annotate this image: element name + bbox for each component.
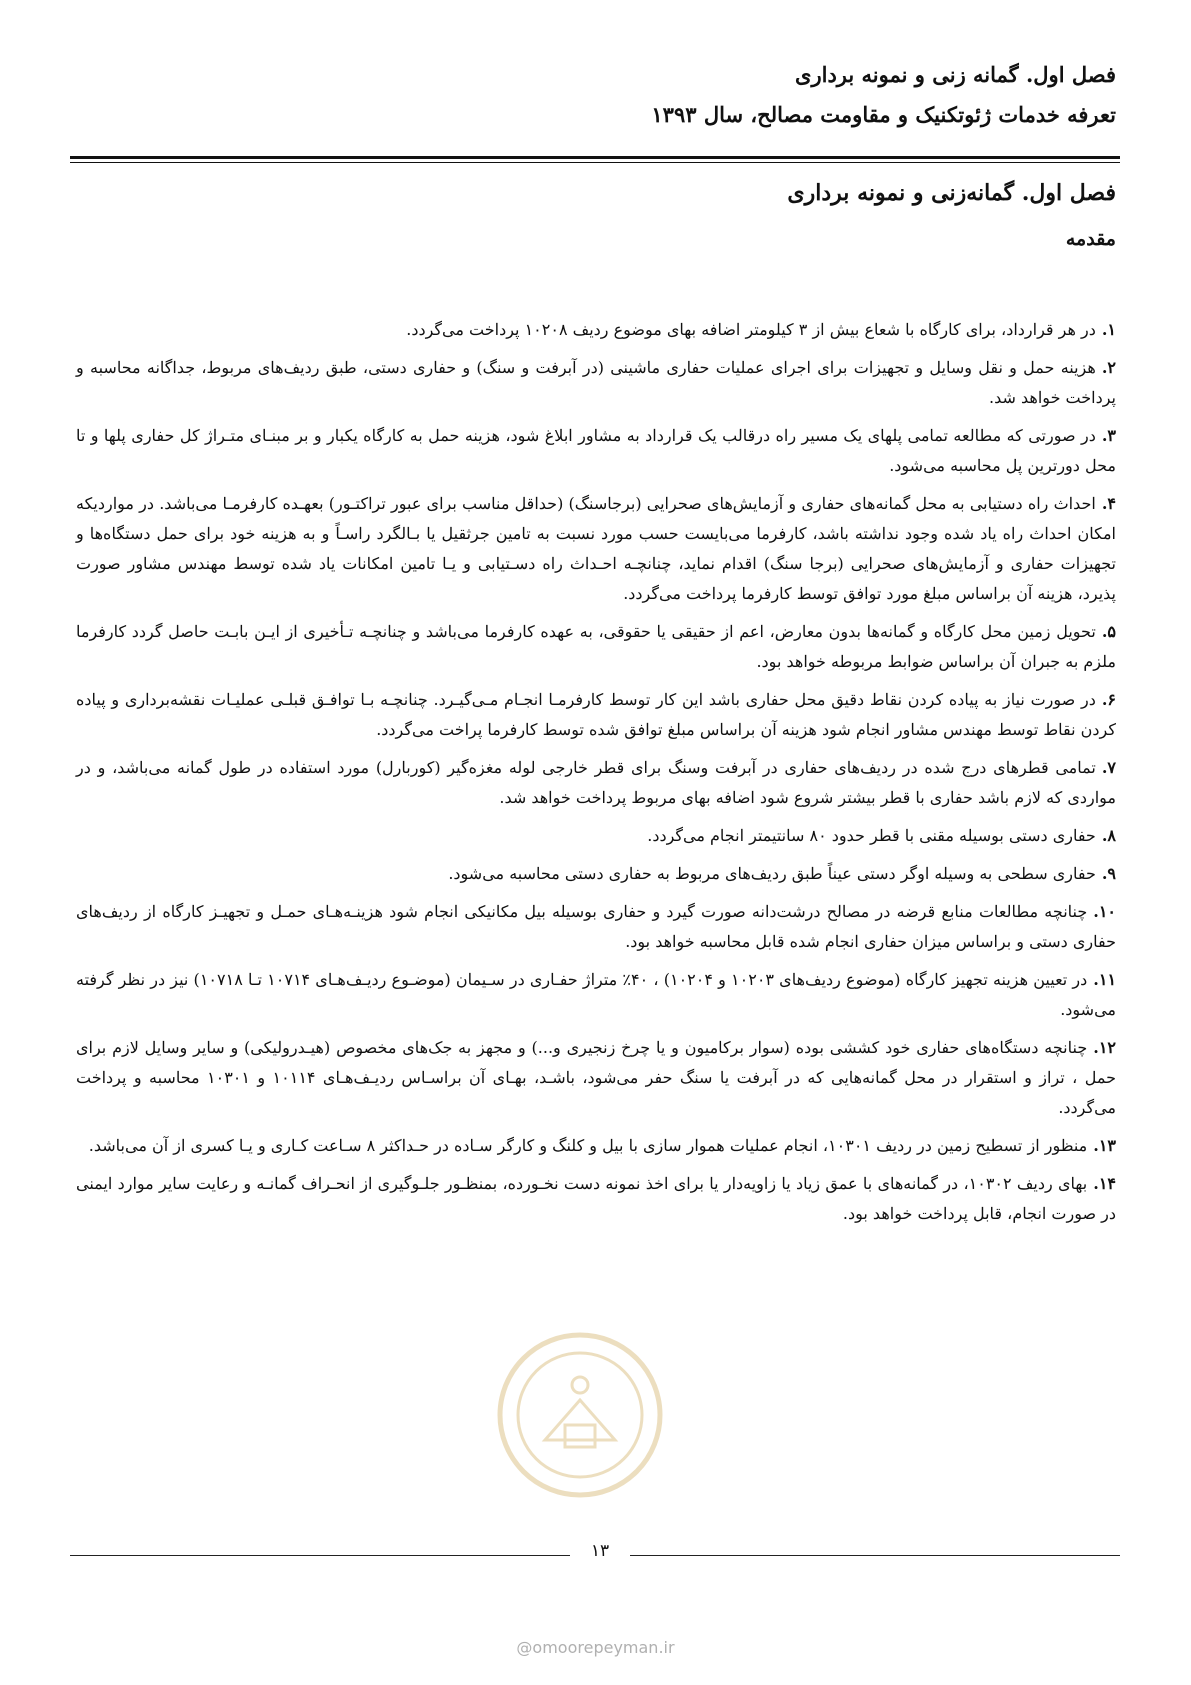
paragraph-number: ۳. xyxy=(1101,426,1116,445)
paragraph-text: احداث راه دستیابی به محل گمانه‌های حفاری و آزمایش‌های صحرایی (برجاسنگ) (حداقل مناسب برای عبور تراکتـور) بعهـده کارفرمـا می‌باشد. در مواردیکه امکان احداث راه یاد شده وجود نداشته باشد، کارفرما می‌بایست حسب مورد نسبت به تامین جرثقیل یا بـالگرد راسـاً و به هزینه خود برای حمل دستگاه‌ها و تجهیزات حفاری و آزمایش‌های صحرایی (برجا سنگ) اقدام نماید، چنانچـه احـداث راه دسـتیابی و یـا تامین امکانات یاد شده توسط مهندس مشاور صورت پذیرد، هزینه آن براساس مبلغ مورد توافق توسط کارفرما پرداخت می‌گردد. xyxy=(76,494,1116,603)
paragraph-number: ۱. xyxy=(1101,320,1116,339)
paragraph-number: ۴. xyxy=(1101,494,1116,513)
header-chapter-title: فصل اول. گمانه زنی و نمونه برداری xyxy=(795,62,1116,87)
paragraph xyxy=(76,489,1116,609)
paragraph-number: ۸. xyxy=(1101,826,1116,845)
paragraph-text: حفاری دستی بوسیله مقنی با قطر حدود ۸۰ سانتیمتر انجام می‌گردد. xyxy=(647,826,1096,845)
paragraph-text: چنانچه دستگاه‌های حفاری خود کششی بوده (سوار برکامیون و یا چرخ زنجیری و...) و مجهز به جک‌های مخصوص (هیـدرولیکی) و سایر وسایل لازم برای حمل ، تراز و استقرار در محل گمانه‌هایی که در آبرفت یا سنگ حفر می‌شود، باشـد، بهـای آن براسـاس ردیـف‌هـای ۱۰۱۱۴ و ۱۰۳۰۱ محاسبه و پرداخت می‌گردد. xyxy=(76,1038,1116,1117)
paragraph-text: در تعیین هزینه تجهیز کارگاه (موضوع ردیف‌های ۱۰۲۰۳ و ۱۰۲۰۴) ، ۴۰٪ متراژ حفـاری در سـیمان (موضـوع ردیـف‌هـای ۱۰۷۱۴ تـا ۱۰۷۱۸) نیز در نظر گرفته می‌شود. xyxy=(76,970,1116,1019)
page-header xyxy=(75,58,1116,132)
paragraph xyxy=(76,1169,1116,1229)
paragraph xyxy=(76,353,1116,413)
paragraph xyxy=(76,897,1116,957)
paragraph-number: ۱۳. xyxy=(1093,1136,1116,1155)
paragraph xyxy=(76,965,1116,1025)
paragraph-number: ۶. xyxy=(1101,690,1116,709)
paragraph-number: ۲. xyxy=(1101,358,1116,377)
header-tariff-title: تعرفه خدمات ژئوتکنیک و مقاومت مصالح، سال ۱۳۹۳ xyxy=(651,102,1116,127)
paragraph-text: تحویل زمین محل کارگاه و گمانه‌ها بدون معارض، اعم از حقیقی یا حقوقی، به عهده کارفرما می‌باشد و چنانچـه تـأخیری از ایـن بابـت حاصل گردد کارفرما ملزم به جبران آن براساس ضوابط مربوطه خواهد بود. xyxy=(76,622,1116,671)
paragraph xyxy=(76,617,1116,677)
paragraph-text: در هر قرارداد، برای کارگاه با شعاع بیش از ۳ کیلومتر اضافه بهای موضوع ردیف ۱۰۲۰۸ پرداخت می‌گردد. xyxy=(406,320,1096,339)
paragraph-text: در صورت نیاز به پیاده کردن نقاط دقیق محل حفاری باشد این کار توسط کارفرمـا انجـام مـی‌گیـرد. چنانچـه بـا توافـق قبلـی عملیـات نقشه‌برداری و پیاده کردن نقاط توسط مهندس مشاور انجام شود هزینه آن براساس مبلغ توافق شده توسط کارفرما پراخت می‌گردد. xyxy=(76,690,1116,739)
document-body xyxy=(76,315,1116,1237)
paragraph xyxy=(76,859,1116,889)
section-title: فصل اول. گمانه‌زنی و نمونه برداری xyxy=(787,180,1116,206)
paragraph-text: در صورتی که مطالعه تمامی پلهای یک مسیر راه درقالب یک قرارداد به مشاور ابلاغ شود، هزینه حمل به کارگاه یکبار و بر مبنـای متـراژ کل حفاری پلها و تا محل دورترین پل محاسبه می‌شود. xyxy=(76,426,1116,475)
paragraph xyxy=(76,753,1116,813)
paragraph xyxy=(76,315,1116,345)
paragraph-number: ۷. xyxy=(1101,758,1116,777)
paragraph xyxy=(76,821,1116,851)
website-watermark: @omoorepeyman.ir xyxy=(516,1638,675,1657)
paragraph-number: ۹. xyxy=(1101,864,1116,883)
paragraph-number: ۱۰. xyxy=(1093,902,1116,921)
header-divider xyxy=(70,156,1120,161)
paragraph xyxy=(76,685,1116,745)
paragraph-text: بهای ردیف ۱۰۳۰۲، در گمانه‌های با عمق زیاد یا زاویه‌دار یا برای اخذ نمونه دست نخـورده، بمنظـور جلـوگیری از انحـراف گمانـه و رعایت سایر موارد ایمنی در صورت انجام، قابل پرداخت خواهد بود. xyxy=(76,1174,1116,1223)
paragraph-text: هزینه حمل و نقل وسایل و تجهیزات برای اجرای عملیات حفاری ماشینی (در آبرفت و سنگ) و حفاری دستی، طبق ردیف‌های مربوط، جداگانه محاسبه و پرداخت خواهد شد. xyxy=(76,358,1116,407)
watermark-seal-icon xyxy=(495,1330,665,1500)
paragraph-text: حفاری سطحی به وسیله اوگر دستی عیناً طبق ردیف‌های مربوط به حفاری دستی محاسبه می‌شود. xyxy=(448,864,1096,883)
paragraph-number: ۱۴. xyxy=(1093,1174,1117,1193)
paragraph-number: ۱۱. xyxy=(1093,970,1117,989)
paragraph xyxy=(76,421,1116,481)
intro-heading: مقدمه xyxy=(1065,228,1116,250)
paragraph xyxy=(76,1033,1116,1123)
paragraph-number: ۱۲. xyxy=(1093,1038,1116,1057)
paragraph-text: منظور از تسطیح زمین در ردیف ۱۰۳۰۱، انجام عملیات هموار سازی با بیل و کلنگ و کارگر سـاده در حـداکثر ۸ سـاعت کـاری و یـا کسری از آن می‌باشد. xyxy=(88,1136,1088,1155)
paragraph xyxy=(76,1131,1116,1161)
paragraph-text: تمامی قطرهای درج شده در ردیف‌های حفاری در آبرفت وسنگ برای قطر خارجی لوله مغزه‌گیر (کوربارل) مورد استفاده در طول گمانه می‌باشد، و در مواردی که لازم باشد حفاری با قطر بیشتر شروع شود اضافه بهای مربوط پرداخت خواهد شد. xyxy=(76,758,1116,807)
page-number: ۱۳ xyxy=(570,1541,630,1561)
paragraph-number: ۵. xyxy=(1101,622,1116,641)
paragraph-text: چنانچه مطالعات منابع قرضه در مصالح درشت‌دانه صورت گیرد و حفاری بوسیله بیل مکانیکی انجام شود هزینـه‌هـای حمـل و تجهیـز کارگاه از ردیف‌های حفاری دستی و براساس میزان حفاری انجام شده قابل محاسبه خواهد بود. xyxy=(76,902,1116,951)
